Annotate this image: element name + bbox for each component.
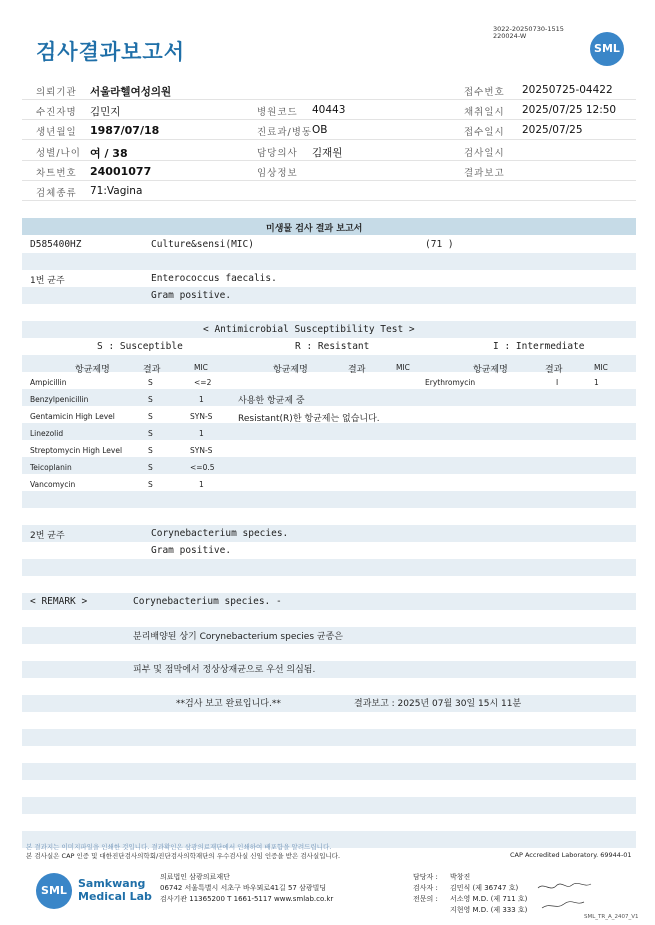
organism-1-label: 1번 균주 xyxy=(30,276,65,286)
test-name: Culture&sensi(MIC) xyxy=(151,239,254,250)
footer-org-name: 의료법인 삼광의료재단 xyxy=(160,873,230,881)
ast-mic: 1 xyxy=(199,429,204,438)
organism-2-label: 2번 균주 xyxy=(30,531,65,541)
label-receipt-no: 접수번호 xyxy=(464,87,505,98)
report-section-title: 미생물 검사 결과 보고서 xyxy=(266,224,363,234)
value-hospital-code: 40443 xyxy=(312,104,346,116)
band xyxy=(22,457,636,474)
legend-susceptible: S : Susceptible xyxy=(97,341,183,352)
form-code: SML_TR_A_2407_V1 xyxy=(584,914,639,920)
value-specimen-type: 71:Vagina xyxy=(90,185,143,197)
band xyxy=(22,491,636,508)
band xyxy=(22,763,636,780)
label-requesting-org: 의뢰기관 xyxy=(36,87,77,98)
remark-line-2: 분리배양된 상기 Corynebacterium species 균종은 xyxy=(133,632,343,642)
label-specimen-type: 검체종류 xyxy=(36,188,77,199)
value-doctor: 김재원 xyxy=(312,147,343,159)
value-patient-name: 김민지 xyxy=(90,106,121,118)
info-row-1 xyxy=(22,80,636,100)
value-department: OB xyxy=(312,124,328,136)
ast-result: S xyxy=(148,378,153,387)
staff-3: 서소영 M.D. (제 711 호) xyxy=(450,895,528,903)
ast-result: S xyxy=(148,480,153,489)
label-hospital-code: 병원코드 xyxy=(257,107,298,118)
col-result: 결과 xyxy=(348,365,366,375)
value-chart-no: 24001077 xyxy=(90,165,152,178)
info-row-3 xyxy=(22,120,636,140)
staff-1: 박창진 xyxy=(450,873,471,881)
ast-result: S xyxy=(148,429,153,438)
test-number: (71 ) xyxy=(425,239,454,250)
col-result: 결과 xyxy=(545,365,563,375)
ast-mic: 1 xyxy=(199,395,204,404)
remark-line-1: Corynebacterium species. - xyxy=(133,596,282,607)
band xyxy=(22,593,636,610)
sml-footer-logo-icon: SML xyxy=(36,873,72,909)
ast-agent: Erythromycin xyxy=(425,378,476,387)
col-result: 결과 xyxy=(143,365,161,375)
brand-name xyxy=(78,877,152,903)
ast-agent: Ampicillin xyxy=(30,378,67,387)
info-row-6 xyxy=(22,181,636,201)
ast-agent: Vancomycin xyxy=(30,480,76,489)
band xyxy=(22,695,636,712)
staff-1-label: 담당자 : xyxy=(413,873,438,881)
organism-1-name: Enterococcus faecalis. xyxy=(151,273,277,284)
organism-2-name: Corynebacterium species. xyxy=(151,528,289,539)
ast-result: S xyxy=(148,412,153,421)
note-resistant-2: Resistant(R)한 항균제는 없습니다. xyxy=(238,414,380,424)
label-department: 진료과/병동 xyxy=(257,127,313,138)
ast-title: < Antimicrobial Susceptibility Test > xyxy=(203,324,415,335)
value-receipt-time: 2025/07/25 xyxy=(522,124,583,136)
band xyxy=(22,797,636,814)
label-clinical-info: 임상정보 xyxy=(257,168,298,179)
label-collection-time: 채취일시 xyxy=(464,107,505,118)
organism-2-gram: Gram positive. xyxy=(151,545,232,556)
band xyxy=(22,355,636,372)
ast-agent: Gentamicin High Level xyxy=(30,412,115,421)
footer-contact: 검사기관 11365200 T 1661-5117 www.smlab.co.kr xyxy=(160,895,334,903)
value-receipt-no: 20250725-04422 xyxy=(522,84,613,96)
value-birth-date: 1987/07/18 xyxy=(90,124,160,137)
label-patient-name: 수진자명 xyxy=(36,107,77,118)
ast-result: S xyxy=(148,395,153,404)
ast-agent: Linezolid xyxy=(30,429,64,438)
ast-result: S xyxy=(148,463,153,472)
ast-agent: Teicoplanin xyxy=(30,463,72,472)
value-collection-time: 2025/07/25 12:50 xyxy=(522,104,617,116)
col-agent: 항균제명 xyxy=(75,365,110,375)
info-row-2 xyxy=(22,100,636,120)
report-time: 결과보고 : 2025년 07월 30일 15시 11분 xyxy=(354,699,522,709)
col-mic: MIC xyxy=(594,363,608,372)
band xyxy=(22,423,636,440)
band xyxy=(22,253,636,270)
report-complete: **검사 보고 완료입니다.** xyxy=(176,699,281,709)
document-id-line1: 3022-20250730-1515 xyxy=(493,25,564,33)
band xyxy=(22,661,636,678)
ast-result: S xyxy=(148,446,153,455)
brand-line-2: Medical Lab xyxy=(78,890,152,903)
label-receipt-time: 접수일시 xyxy=(464,127,505,138)
test-code: D585400HZ xyxy=(30,239,82,250)
info-row-5 xyxy=(22,161,636,181)
sml-logo-icon: SML xyxy=(590,32,624,66)
brand-line-1: Samkwang xyxy=(78,877,146,890)
label-chart-no: 차트번호 xyxy=(36,168,77,179)
band xyxy=(22,559,636,576)
cap-accreditation: CAP Accredited Laboratory. 69944-01 xyxy=(510,851,632,859)
ast-agent: Benzylpenicillin xyxy=(30,395,89,404)
remark-label: < REMARK > xyxy=(30,596,88,607)
label-result-report: 결과보고 xyxy=(464,168,505,179)
label-doctor: 담당의사 xyxy=(257,148,298,159)
label-sex-age: 성별/나이 xyxy=(36,148,81,159)
label-birth-date: 생년월일 xyxy=(36,127,77,138)
ast-mic: 1 xyxy=(199,480,204,489)
col-agent: 항균제명 xyxy=(273,365,308,375)
page-title: 검사결과보고서 xyxy=(36,40,186,64)
legend-intermediate: I : Intermediate xyxy=(493,341,585,352)
document-id-line2: 220024-W xyxy=(493,32,527,40)
value-sex-age: 여 / 38 xyxy=(90,147,128,160)
staff-3-label: 전문의 : xyxy=(413,895,438,903)
remark-line-3: 피부 및 점막에서 정상상재균으로 우선 의심됨. xyxy=(133,665,316,675)
col-mic: MIC xyxy=(396,363,410,372)
ast-agent: Streptomycin High Level xyxy=(30,446,123,455)
staff-2: 김민식 (제 36747 호) xyxy=(450,884,519,892)
note-resistant-1: 사용한 항균제 중 xyxy=(238,396,305,406)
ast-mic: SYN-S xyxy=(190,412,213,421)
signatures-icon xyxy=(536,880,596,914)
band xyxy=(22,287,636,304)
band xyxy=(22,389,636,406)
staff-2-label: 검사자 : xyxy=(413,884,438,892)
ast-mic: <=0.5 xyxy=(190,463,215,472)
ast-mic: SYN-S xyxy=(190,446,213,455)
ast-result: I xyxy=(556,378,559,387)
info-row-4 xyxy=(22,141,636,161)
legend-resistant: R : Resistant xyxy=(295,341,370,352)
col-agent: 항균제명 xyxy=(473,365,508,375)
footer-notice-1: 본 결과지는 이미지파일을 인쇄한 것입니다. 결과확인은 삼광의료재단에서 인쇄하여 배포함을 알려드립니다. xyxy=(26,843,332,851)
band xyxy=(22,525,636,542)
value-requesting-org: 서울라헬여성의원 xyxy=(90,86,172,98)
document-id xyxy=(493,26,564,40)
staff-4: 지현영 M.D. (제 333 호) xyxy=(450,906,528,914)
col-mic: MIC xyxy=(194,363,208,372)
ast-mic: <=2 xyxy=(194,378,212,387)
band xyxy=(22,729,636,746)
footer-address: 06742 서울특별시 서초구 바우뫼로41길 57 삼광빌딩 xyxy=(160,884,327,892)
label-test-time: 검사일시 xyxy=(464,148,505,159)
ast-mic: 1 xyxy=(594,378,599,387)
organism-1-gram: Gram positive. xyxy=(151,290,232,301)
footer-notice-2: 본 검사실은 CAP 인증 및 대한진단검사의학회/진단검사의학재단의 우수검사실 신임 인증을 받은 검사실입니다. xyxy=(26,852,341,860)
